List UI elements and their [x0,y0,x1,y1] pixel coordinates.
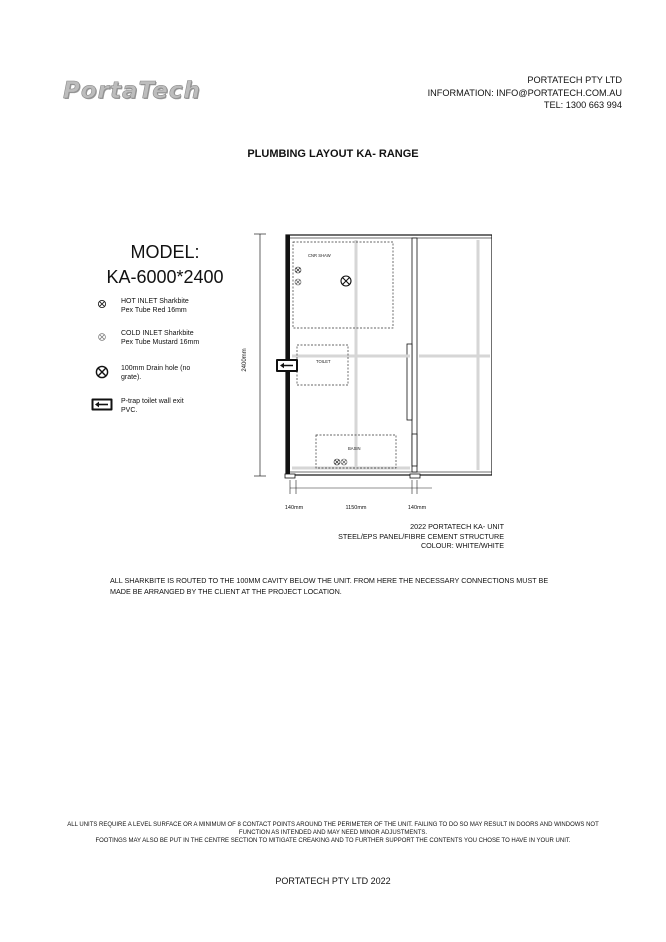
model-label: MODEL: [130,242,200,262]
drain-hole-icon [95,365,109,379]
page-footer: PORTATECH PTY LTD 2022 [275,876,391,886]
width-dim-left: 140mm [284,505,304,511]
company-email: INFORMATION: INFO@PORTATECH.COM.AU [427,87,622,98]
basin-label: BASIN [348,446,361,451]
portatech-logo: PortaTech [63,78,201,104]
height-dimension [254,234,266,476]
footer-note-line2: FUNCTION AS INTENDED AND MAY NEED MINOR ADJUSTMENTS. [238,829,428,836]
legend-drain-line1: 100mm Drain hole (no [121,365,191,372]
width-dimension [290,480,432,494]
company-name: PORTATECH PTY LTD [527,75,622,85]
shower-cold-inlet-icon [295,279,301,285]
caption-line1: 2022 PORTATECH KA- UNIT [410,522,504,531]
legend-cold-line1: COLD INLET Sharkbite [121,330,194,337]
company-info [428,74,622,112]
basin-cold-inlet-icon [341,459,347,465]
model-block [95,240,235,290]
footer-note-line1: ALL UNITS REQUIRE A LEVEL SURFACE OR A MINIMUM OF 8 CONTACT POINTS AROUND THE PERIMETER OF THE UNIT. FAILING TO DO SO MAY RESULT IN DOORS AND WINDOWS NOT [67,822,599,828]
toilet-outline [297,345,348,385]
floor-grid [292,240,490,470]
legend-hot-line2: Pex Tube Red 16mm [121,307,187,314]
footer-note [60,822,606,845]
legend-hot-line1: HOT INLET Sharkbite [121,298,189,305]
shower-label: CNR SHAW [308,253,331,258]
routing-note: ALL SHARKBITE IS ROUTED TO THE 100MM CAVITY BELOW THE UNIT. FROM HERE THE NECESSARY CONNECTIONS MUST BE MADE BE ARRANGED BY THE CLIENT AT THE PROJECT LOCATION. [110,576,549,596]
floor-plan [236,228,492,518]
shower-drain-icon [341,276,351,286]
toilet-label: TOILET [316,359,331,364]
width-dim-right: 140mm [407,505,427,511]
basin-hot-inlet-icon [334,459,340,465]
unit-caption [338,522,504,551]
p-trap-exit-icon [91,398,113,411]
legend-cold-line2: Pex Tube Mustard 16mm [121,339,200,346]
hot-inlet-icon [97,299,107,309]
legend-drain-line2: grate). [121,374,142,381]
page-title: PLUMBING LAYOUT KA- RANGE [247,148,419,160]
height-dim-label: 2400mm [242,348,248,372]
shower-hot-inlet-icon [295,267,301,273]
toilet-p-trap-icon [276,359,298,372]
cold-inlet-icon [97,332,107,342]
width-dim-center: 1150mm [345,505,367,511]
legend-ptrap-line2: PVC. [121,407,138,414]
footer-note-line3: FOOTINGS MAY ALSO BE PUT IN THE CENTRE SECTION TO MITIGATE CREAKING AND TO FURTHER SUPPORT THE CONTENTS YOU CHOSE TO HAVE IN YOUR UNIT. [95,837,571,844]
caption-line3: COLOUR: WHITE/WHITE [420,541,504,551]
legend-ptrap-line1: P-trap toilet wall exit [121,398,184,405]
caption-line2: STEEL/EPS PANEL/FIBRE CEMENT STRUCTURE [338,531,504,541]
company-phone: TEL: 1300 663 994 [543,100,622,110]
model-code: KA-6000*2400 [106,267,224,287]
